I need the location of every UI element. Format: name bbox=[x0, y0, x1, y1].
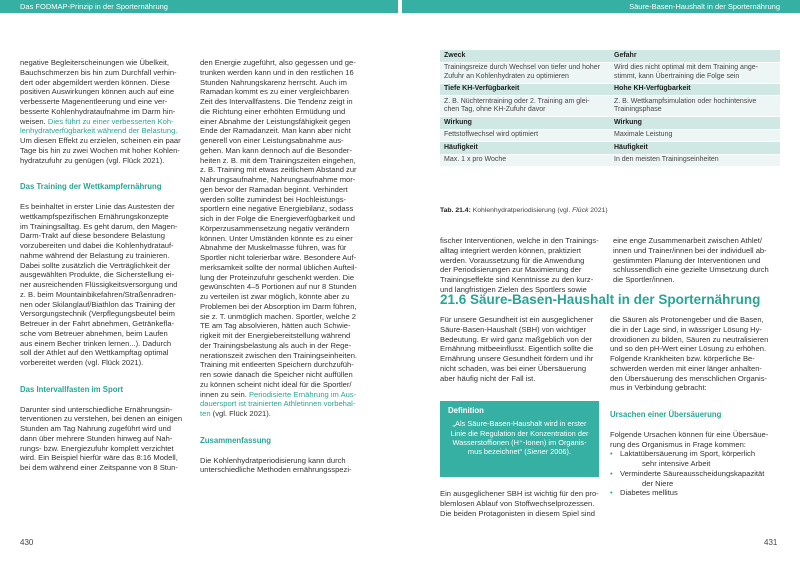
cell-line: In den meisten Trainingseinheiten bbox=[614, 156, 719, 163]
table-cell: Häufigkeit bbox=[610, 142, 780, 154]
list-item-line: Laktatübersäuerung im Sport, körperlich bbox=[620, 449, 756, 459]
highlighted-text bbox=[200, 399, 355, 408]
text-line: rung des Organismus in Frage kommen: bbox=[610, 439, 746, 449]
text-line: negative Begleiterscheinungen wie Übelkeit, bbox=[20, 58, 170, 67]
text-line: Versorgungstechnik (Verpflegungsbeutel beim bbox=[20, 309, 175, 319]
running-header-left bbox=[0, 0, 398, 13]
text-line: droxidionen zu bilden, Säuren zu neutralisieren bbox=[610, 334, 769, 344]
paragraph bbox=[440, 489, 599, 518]
table-cell: Hohe KH-Verfügbarkeit bbox=[610, 84, 780, 96]
table-row bbox=[440, 130, 780, 142]
text-line: Nahrungsaufnahme, Nahrungsaufnahme mor- bbox=[200, 175, 356, 184]
text-line: Darunter sind unterschiedliche Ernährungsin- bbox=[20, 404, 173, 414]
table-caption bbox=[440, 207, 608, 214]
bullet-icon: • bbox=[610, 449, 613, 459]
text-line: schwerden werden mit einer länger anhalten- bbox=[610, 363, 762, 373]
header-left-title: Das FODMAP-Prinzip in der Sporternährung bbox=[20, 2, 168, 11]
text-line: nen oder Skilanglauf/Biathlon das Training der bbox=[20, 299, 176, 309]
text-line: Trainingseffekte sind Kenntnisse zu den kurz- bbox=[440, 275, 594, 284]
text-line: nicht schaden, was bei einer Übersäuerung bbox=[440, 363, 587, 373]
text-line: die Richtung einer erhöhten Ermüdung und bbox=[200, 106, 346, 116]
table-cell bbox=[610, 155, 780, 167]
text-line: die Sportler/innen. bbox=[613, 275, 675, 284]
text-line: Die beiden Protagonisten in diesem Spiel sind bbox=[440, 508, 595, 518]
text-line: und so den pH-Wert einer Lösung zu erhöhen. bbox=[610, 344, 767, 354]
table-cell: Tiefe KH-Verfügbarkeit bbox=[440, 84, 610, 96]
cell-line: Fettstoffwechsel wird optimiert bbox=[444, 131, 539, 138]
text-line: vorbereitet werden (vgl. Flück 2021). bbox=[20, 358, 144, 367]
text-line: nahme während der Belastung zu trainieren. bbox=[20, 250, 170, 260]
bullet-icon: • bbox=[610, 468, 613, 478]
cell-line: stimmt, kann Übertraining die Folge sein bbox=[614, 72, 740, 80]
table-header-row bbox=[440, 142, 780, 154]
subheading-intervall: Das Intervallfasten im Sport bbox=[20, 384, 124, 394]
text-line: z. B. beim Mountainbikefahren/Straßenradren- bbox=[20, 289, 177, 299]
text-line: wird. Ein Beispiel hierfür wäre das 8:16 Modell, bbox=[20, 453, 178, 463]
caption-author: Flück bbox=[572, 207, 589, 214]
text-lines bbox=[20, 136, 181, 165]
text-line: Zeit des Intervallfastens. Die Tendenz zeigt in bbox=[200, 97, 353, 106]
text-line: gehen. Man kann dennoch auf die Besonder- bbox=[200, 145, 352, 155]
text-line: nerationszeit zwischen den Trainingseinheiten. bbox=[200, 350, 358, 360]
text-line: Training mit entleerten Speichern durchzufüh- bbox=[200, 360, 354, 370]
text-line: wettkampfspezifischen Ernährungskonzepte bbox=[20, 211, 169, 221]
caption-text: Kohlenhydratperiodisierung (vgl. bbox=[470, 207, 573, 214]
cell-line: Trainingsphase bbox=[614, 106, 662, 113]
text-line: lung der Proteinzufuhr geschenkt werden. Die bbox=[200, 272, 355, 282]
cell-line: Z. B. Wettkampfsimulation oder hochintensive bbox=[614, 97, 757, 105]
table-cell bbox=[610, 63, 780, 83]
list-item bbox=[610, 469, 780, 489]
text-line: im Trainingsalltag. Es geht darum, den Magen- bbox=[20, 221, 178, 231]
subheading-zusammenfassung: Zusammenfassung bbox=[200, 435, 272, 445]
text-line: Die Kohlenhydratperiodisierung kann durch bbox=[200, 455, 346, 465]
table-cell bbox=[610, 130, 780, 142]
subheading-training: Das Training der Wettkampfernährung bbox=[20, 182, 162, 192]
table-header-row bbox=[440, 50, 780, 62]
caption-label: Tab. 21.4: bbox=[440, 207, 471, 214]
text-line: schlussendlich eine gezielte Umsetzung durch bbox=[613, 265, 769, 275]
left-page-column-2 bbox=[199, 58, 379, 475]
list-item bbox=[610, 488, 780, 498]
paragraph bbox=[20, 202, 199, 368]
text-line: Ein ausgeglichener SBH ist wichtig für den pro- bbox=[440, 489, 599, 498]
text-line: Folgende Ursachen können für eine Übersäue- bbox=[610, 429, 769, 439]
running-header-right bbox=[402, 0, 800, 13]
text-line: generell von einer Leistungsabnahme aus- bbox=[200, 136, 344, 145]
text-line: gewünschten 4–5 Portionen auf nur 8 Stunden bbox=[200, 282, 357, 292]
table-cell: Wirkung bbox=[440, 117, 610, 129]
text-line: verbesserte Magenentleerung und eine ver- bbox=[20, 97, 168, 106]
text-line: TE am Tag absolvieren, hätten auch Schwie- bbox=[200, 321, 351, 331]
text-line: gestimmten Planung der Interventionen und bbox=[613, 255, 761, 265]
text-lines bbox=[20, 58, 177, 116]
table-cell bbox=[610, 96, 780, 116]
cell-line: Max. 1 x pro Woche bbox=[444, 156, 507, 163]
cell-line: Z. B. Nüchterntraining oder 2. Training am glei- bbox=[444, 97, 590, 105]
cell-line: Trainingsreize durch Wechsel von tiefer und hoher bbox=[444, 64, 601, 71]
page-number-left: 430 bbox=[20, 538, 34, 547]
paragraph bbox=[20, 405, 199, 473]
paragraph bbox=[200, 456, 379, 476]
text-line: werden. Voraussetzung für die Anwendung bbox=[440, 255, 585, 265]
text-line: z. B. Training mit etwas zeitlichem Abstand zur bbox=[200, 165, 357, 175]
text-line: Um diesen Effekt zu erzielen, scheinen ein paar bbox=[20, 136, 181, 145]
text-line: sie z. T. unmöglich machen. Sportler, welche 2 bbox=[200, 311, 357, 321]
right-lower-column-1 bbox=[440, 315, 599, 383]
text-line: hydratzufuhr zu genügen (vgl. Flück 2021). bbox=[20, 155, 165, 165]
text-line: rungs- bzw. Energiezufuhr komplett verzichtet bbox=[20, 443, 174, 453]
text-line: sportlern eine negative Energiebilanz, sodass bbox=[200, 204, 354, 214]
paragraph bbox=[440, 315, 599, 383]
text-line: Folgende Krankheiten bzw. körperliche Be- bbox=[610, 354, 755, 363]
right-upper-column-2 bbox=[613, 236, 780, 285]
text: weisen. bbox=[20, 116, 48, 126]
table-row bbox=[440, 155, 780, 167]
text-line: blemlosen Ablauf von Stoffwechselprozessen. bbox=[440, 498, 595, 508]
paragraph bbox=[610, 430, 780, 450]
table-cell: Häufigkeit bbox=[440, 142, 610, 154]
table-cell bbox=[440, 63, 610, 83]
highlighted-text: Periodisierte Ernährung im Aus- bbox=[248, 389, 357, 399]
text-line: soll der Athlet auf den Wettkampftag optimal bbox=[20, 348, 169, 358]
table-cell bbox=[440, 155, 610, 167]
text-line: den Energie zugeführt, also gegessen und ge- bbox=[200, 58, 356, 67]
left-page-column-1 bbox=[20, 58, 199, 473]
right-lower-column-1-continued bbox=[440, 489, 599, 518]
cell-line: chen Tag, ohne KH-Zufuhr davor bbox=[444, 106, 546, 113]
text-line: Abnahme der Muskelmasse führen, was für bbox=[200, 243, 347, 253]
paragraph bbox=[200, 58, 379, 419]
text-line: zu verteilen ist zwar möglich, könnte aber zu bbox=[200, 292, 350, 301]
paragraph bbox=[610, 315, 780, 393]
text-line: Betreuer in der Fahrt abnehmen, Getränkefla- bbox=[20, 319, 175, 328]
text-line: terventionen zu verstehen, bei denen an einigen bbox=[20, 414, 183, 424]
table-cell: Zweck bbox=[440, 50, 610, 62]
text-line: trunken werden kann und in den restlichen 16 bbox=[200, 67, 354, 77]
text-line: besserte Kohlenhydrataufnahme im Darm hin- bbox=[20, 106, 176, 116]
bullet-icon: • bbox=[610, 488, 613, 498]
causes-list bbox=[610, 449, 780, 498]
text-line: sche vom Betreuer abnehmen, beim Laufen bbox=[20, 328, 168, 338]
page-number-right: 431 bbox=[764, 538, 778, 547]
paragraph bbox=[440, 236, 605, 295]
paragraph bbox=[20, 58, 199, 165]
text-line: bei dem während einer Zeitspanne von 8 Stun- bbox=[20, 463, 178, 472]
text-line: ren sowie danach die Speicher nicht auffüllen bbox=[200, 370, 353, 379]
text-line: heiten z. B. mit dem Trainingszeiten eingehen, bbox=[200, 155, 356, 165]
paragraph bbox=[613, 236, 780, 285]
text-line: Sportler nicht tolerierbar wäre. Besondere Auf- bbox=[200, 253, 357, 262]
text-line: die Säuren als Protonengeber und die Basen, bbox=[610, 315, 764, 324]
text-line: Stunden Nahrungskarenz herrscht. Auch im bbox=[200, 77, 347, 87]
periodization-table bbox=[440, 50, 780, 166]
text-line: Bauchschmerzen bis hin zum Durchfall verhin- bbox=[20, 67, 177, 77]
text-line: Problemen bei der Absorption im Darm führen, bbox=[200, 301, 357, 311]
definition-quote: „Als Säure-Basen-Haushalt wird in erster Linie die Regulation der Konzentration der Wasserstoffionen (H⁺-Ionen) im Organis-mus bezeichnet“ ( bbox=[450, 419, 589, 457]
list-item-line: Diabetes mellitus bbox=[620, 488, 678, 498]
text-line: aber häufig nicht der Fall ist. bbox=[440, 373, 536, 383]
highlighted-text: lenhydratverfügbarkeit während der Belastung. bbox=[20, 126, 178, 136]
text-line: Ramadan kommt es zu einer vergleichbaren bbox=[200, 87, 349, 97]
text-line: werden sollte zumindest bei Hochleistungs- bbox=[200, 194, 347, 204]
definition-text bbox=[448, 419, 591, 456]
text-line: mus in Verbindung gebracht: bbox=[610, 383, 707, 393]
text-line: Ende der Ramadanzeit. Man kann aber nicht bbox=[200, 126, 351, 136]
list-item-line: Verminderte Säureausscheidungskapazität bbox=[620, 468, 765, 478]
cell-line: Zufuhr an Kohlenhydraten zu optimieren bbox=[444, 72, 569, 80]
right-upper-column-1 bbox=[440, 236, 605, 295]
definition-title: Definition bbox=[448, 406, 484, 415]
list-item-line: sehr intensive Arbeit bbox=[642, 459, 711, 468]
text-line: Ernährung mitbeeinflusst. Eigentlich sollte die bbox=[440, 344, 594, 354]
table-row bbox=[440, 96, 780, 116]
text-line: dann über mehrere Stunden hinweg auf Nah- bbox=[20, 433, 173, 443]
cell-line: Wird dies nicht optimal mit dem Training ange- bbox=[614, 64, 758, 71]
text: (vgl. Flück 2021). bbox=[210, 409, 271, 418]
definition-author: Siener bbox=[526, 447, 549, 457]
table-cell: Wirkung bbox=[610, 117, 780, 129]
text-line: Säure-Basen-Haushalt (SBH) von wichtiger bbox=[440, 324, 587, 334]
text-line: Bedeutung. Er wird ganz maßgeblich von der bbox=[440, 334, 592, 344]
text-line: die in der Lage sind, in wässriger Lösung Hy- bbox=[610, 324, 762, 334]
text-line: aus einem Becher trinken lernen...). Dadurch bbox=[20, 338, 172, 348]
list-item-line: der Niere bbox=[642, 478, 674, 488]
text-line: eine enge Zusammenarbeit zwischen Athlet/ bbox=[613, 236, 763, 245]
table-cell bbox=[440, 130, 610, 142]
text-line: Körperzusammensetzung negativ verändern bbox=[200, 223, 350, 233]
text-line: zu können scheint nicht ideal für die Sportler/ bbox=[200, 379, 352, 389]
text-line: können. Unter Umständen könnte es zu einer bbox=[200, 233, 353, 243]
cell-line: Maximale Leistung bbox=[614, 131, 673, 138]
text-line: den Übersäuerung des menschlichen Organis- bbox=[610, 373, 768, 383]
subheading-ursachen: Ursachen einer Übersäuerung bbox=[610, 410, 722, 419]
text-line: innen zu sein. bbox=[200, 389, 249, 399]
text-line: Es beinhaltet in erster Linie das Austesten der bbox=[20, 202, 175, 211]
table-cell bbox=[440, 96, 610, 116]
text-line: ner ausreichenden Flüssigkeitsversorgung und bbox=[20, 280, 178, 289]
text-line: merksamkeit sollte der normal üblichen Aufteil- bbox=[200, 262, 358, 272]
text-line: sich in der Folge die Energieverfügbarkeit und bbox=[200, 214, 355, 223]
text-line: Ernährung unsere Gesundheit fördern und ihr bbox=[440, 354, 594, 363]
table-row bbox=[440, 63, 780, 83]
text-line: alltag integriert werden können, praktiziert bbox=[440, 245, 581, 255]
text-line: rigkeit mit der Energiebereitstellung während bbox=[200, 331, 351, 340]
text-line: vorzubereiten und dabei die Kohlenhydratauf- bbox=[20, 241, 174, 250]
text-line: einer Abnahme der Leistungsfähigkeit gegen bbox=[200, 116, 351, 126]
definition-year: 2006). bbox=[548, 447, 572, 457]
text-line: innen und Trainer/innen bei der individuell ab- bbox=[613, 245, 767, 255]
list-item bbox=[610, 449, 780, 469]
definition-box bbox=[440, 401, 599, 477]
text-line: positiven Auswirkungen können auch auf eine bbox=[20, 87, 175, 97]
text-line: der Trainingsbelastung als auch in der Rege- bbox=[200, 340, 352, 350]
text-lines bbox=[200, 58, 357, 399]
text-line: dauersport ist trainierten Athletinnen vorbehal- bbox=[200, 399, 356, 409]
text-line: ausgewählten Produkte, die Sicherstellung ei- bbox=[20, 270, 175, 280]
text-line: fischer Interventionen, welche in den Trainings- bbox=[440, 236, 599, 245]
text-line: der Periodisierungen zur Maximierung der bbox=[440, 265, 582, 275]
highlighted-text: ten bbox=[200, 409, 211, 418]
table-header-row bbox=[440, 117, 780, 129]
text-line: und langfristigen Zielen des Sportlers sowie bbox=[440, 284, 587, 294]
text-line: Tage bis hin zu zwei Wochen mit hoher Kohlen- bbox=[20, 145, 180, 155]
header-right-title: Säure-Basen-Haushalt in der Sporternährung bbox=[629, 2, 780, 11]
table-cell: Gefahr bbox=[610, 50, 780, 62]
table-header-row bbox=[440, 84, 780, 96]
highlighted-text: Dies führt zu einer verbesserten Koh- bbox=[47, 116, 174, 126]
text-line: unterschiedliche Methoden ernährungsspezi- bbox=[200, 465, 352, 475]
text-line: Stunden am Tag Nahrung zugeführt wird und bbox=[20, 424, 171, 433]
text-line: Dabei sollte zusätzlich die Verträglichkeit der bbox=[20, 260, 171, 270]
text-line: gen bevor der Ramadan beginnt. Verhindert bbox=[200, 184, 348, 194]
text-line: Für unsere Gesundheit ist ein ausgeglichener bbox=[440, 315, 594, 324]
text-line: Darm-Trakt auf diese besondere Belastung bbox=[20, 231, 165, 241]
section-heading: 21.6 Säure-Basen-Haushalt in der Sporternährung bbox=[440, 292, 761, 307]
text-line: dert oder abgemildert werden können. Diese bbox=[20, 77, 170, 87]
right-lower-column-2 bbox=[610, 315, 780, 498]
caption-year: 2021) bbox=[588, 207, 608, 214]
